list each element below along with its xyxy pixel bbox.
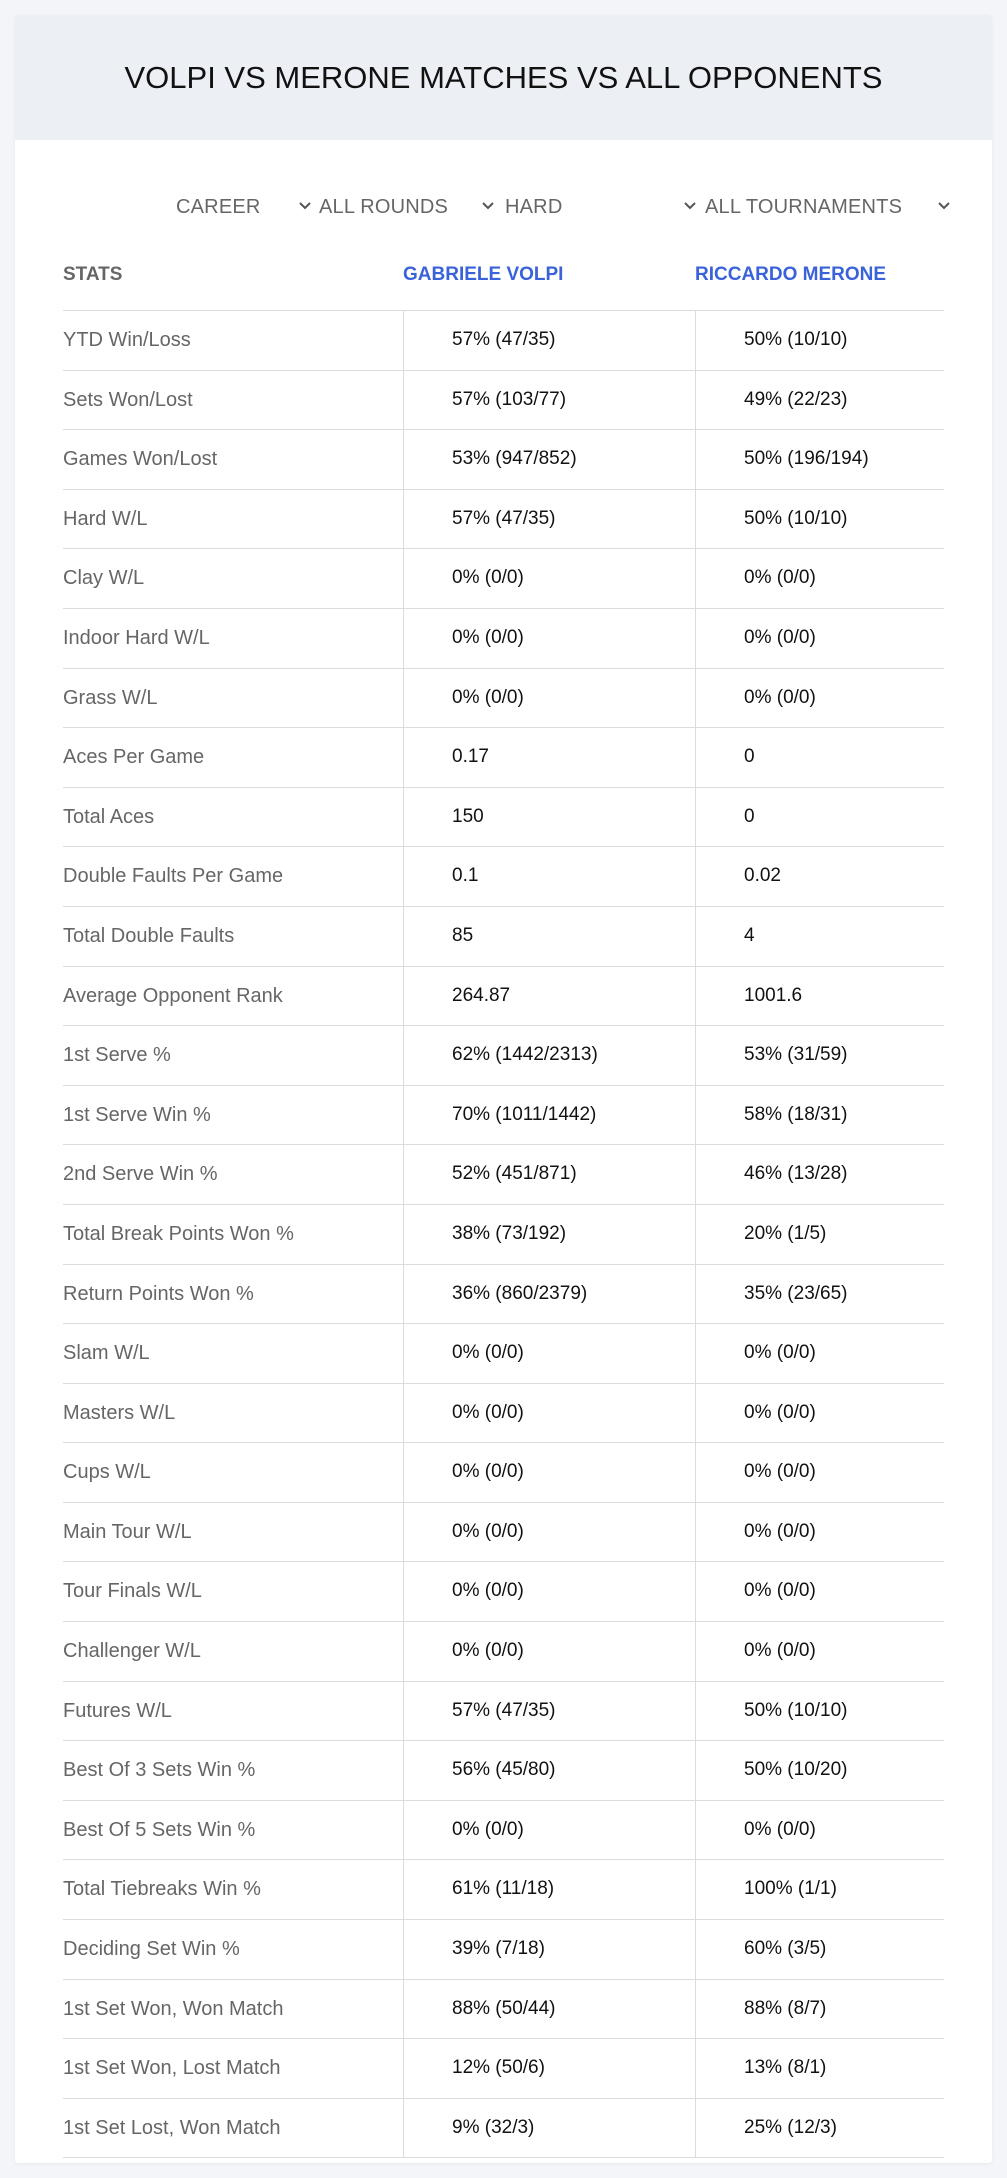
player2-value: 0% (0/0) (744, 1461, 816, 1483)
stat-label: Tour Finals W/L (63, 1580, 202, 1603)
player1-value: 38% (73/192) (452, 1222, 567, 1244)
stat-label: Grass W/L (63, 686, 158, 709)
player2-value: 35% (23/65) (744, 1282, 848, 1304)
stat-label: Aces Per Game (63, 746, 205, 769)
table-row (63, 1265, 944, 1325)
player2-value: 0% (0/0) (744, 1342, 816, 1364)
player1-value: 56% (45/80) (452, 1759, 556, 1781)
player2-value: 50% (196/194) (744, 448, 869, 470)
table-row (63, 669, 944, 729)
player1-value: 85 (452, 924, 474, 946)
stat-label: Games Won/Lost (63, 448, 218, 471)
player1-link[interactable]: GABRIELE VOLPI (403, 264, 564, 285)
stat-label: Best Of 3 Sets Win % (63, 1759, 256, 1782)
player2-value: 0% (0/0) (744, 1520, 816, 1542)
chevron-down-icon (683, 199, 697, 213)
player1-value: 57% (47/35) (452, 507, 556, 529)
stat-label: Total Break Points Won % (63, 1222, 294, 1245)
stat-label: Indoor Hard W/L (63, 626, 210, 649)
player1-value: 0% (0/0) (452, 1520, 524, 1542)
round-select[interactable] (319, 187, 499, 227)
player2-value: 49% (22/23) (744, 388, 848, 410)
table-row (63, 371, 944, 431)
player2-value: 46% (13/28) (744, 1163, 848, 1185)
period-select[interactable] (176, 187, 312, 227)
chevron-down-icon (298, 199, 312, 213)
table-row (63, 788, 944, 848)
player1-value: 264.87 (452, 984, 511, 1006)
table-row (63, 1503, 944, 1563)
player2-value: 0% (0/0) (744, 686, 816, 708)
player2-value: 50% (10/10) (744, 507, 848, 529)
stat-label: Total Double Faults (63, 924, 235, 947)
stats-column-header: STATS (63, 264, 123, 285)
player1-value: 0% (0/0) (452, 1580, 524, 1602)
table-row (63, 430, 944, 490)
stat-label: Cups W/L (63, 1461, 151, 1484)
player2-value: 100% (1/1) (744, 1878, 837, 1900)
player1-value: 39% (7/18) (452, 1938, 545, 1960)
player1-value: 0% (0/0) (452, 1401, 524, 1423)
stat-label: Clay W/L (63, 567, 145, 590)
player1-value: 62% (1442/2313) (452, 1044, 598, 1066)
stat-label: 1st Set Won, Lost Match (63, 2057, 281, 2080)
player2-value: 1001.6 (744, 984, 803, 1006)
stat-label: Best Of 5 Sets Win % (63, 1818, 256, 1841)
period-select-value: CAREER (176, 195, 261, 218)
table-row (63, 1562, 944, 1622)
player2-value: 50% (10/10) (744, 1699, 848, 1721)
table-row (63, 967, 944, 1027)
player2-value: 50% (10/20) (744, 1759, 848, 1781)
stat-label: Total Aces (63, 805, 155, 828)
table-row (63, 1860, 944, 1920)
player2-value: 60% (3/5) (744, 1938, 827, 1960)
player2-value: 4 (744, 924, 755, 946)
table-row (63, 1980, 944, 2040)
stat-label: Hard W/L (63, 507, 148, 530)
stat-label: 1st Set Lost, Won Match (63, 2116, 281, 2139)
table-row (63, 1622, 944, 1682)
player2-value: 20% (1/5) (744, 1222, 827, 1244)
player1-value: 88% (50/44) (452, 1997, 556, 2019)
player2-value: 0% (0/0) (744, 1640, 816, 1662)
column-divider (695, 310, 696, 2157)
player1-value: 12% (50/6) (452, 2057, 545, 2079)
stat-label: Average Opponent Rank (63, 984, 283, 1007)
table-row (63, 2099, 944, 2159)
player2-value: 50% (10/10) (744, 329, 848, 350)
player1-value: 0.17 (452, 746, 489, 768)
table-row (63, 311, 944, 371)
chevron-down-icon (481, 199, 495, 213)
player2-value: 0% (0/0) (744, 567, 816, 589)
table-body (63, 311, 944, 2158)
player1-value: 0% (0/0) (452, 1818, 524, 1840)
player2-value: 58% (18/31) (744, 1103, 848, 1125)
table-row (63, 1801, 944, 1861)
table-row (63, 1324, 944, 1384)
player1-value: 57% (47/35) (452, 329, 556, 350)
stats-card (15, 15, 992, 2163)
table-row (63, 549, 944, 609)
table-row (63, 1086, 944, 1146)
stat-label: Masters W/L (63, 1401, 176, 1424)
table-row (63, 1384, 944, 1444)
table-header (63, 250, 944, 311)
table-row (63, 907, 944, 967)
stat-label: Return Points Won % (63, 1282, 254, 1305)
player2-value: 88% (8/7) (744, 1997, 827, 2019)
player1-value: 57% (47/35) (452, 1699, 556, 1721)
player1-value: 9% (32/3) (452, 2116, 535, 2138)
stat-label: 1st Serve % (63, 1044, 171, 1067)
table-row (63, 490, 944, 550)
stat-label: Main Tour W/L (63, 1520, 192, 1543)
table-row (63, 2039, 944, 2099)
player2-value: 0% (0/0) (744, 1818, 816, 1840)
stat-label: 2nd Serve Win % (63, 1163, 218, 1186)
page-header (15, 15, 992, 140)
table-row (63, 1920, 944, 1980)
filter-bar (15, 187, 992, 227)
table-row (63, 1443, 944, 1503)
stat-label: Challenger W/L (63, 1640, 201, 1663)
player1-value: 36% (860/2379) (452, 1282, 588, 1304)
round-select-value: ALL ROUNDS (319, 195, 449, 218)
player1-value: 70% (1011/1442) (452, 1103, 597, 1125)
stats-table (63, 250, 944, 2158)
table-row (63, 1682, 944, 1742)
player2-value: 13% (8/1) (744, 2057, 827, 2079)
player1-value: 0% (0/0) (452, 567, 524, 589)
column-divider (403, 310, 404, 2157)
surface-select-value: HARD (505, 195, 563, 218)
player2-value: 53% (31/59) (744, 1044, 848, 1066)
player2-value: 0 (744, 746, 755, 768)
stat-label: Futures W/L (63, 1699, 172, 1722)
player1-value: 57% (103/77) (452, 388, 567, 410)
stat-label: YTD Win/Loss (63, 329, 191, 351)
player1-value: 0% (0/0) (452, 626, 524, 648)
tournament-select-value: ALL TOURNAMENTS (705, 195, 903, 218)
table-row (63, 609, 944, 669)
tournament-select[interactable] (705, 187, 955, 227)
stat-label: Deciding Set Win % (63, 1938, 240, 1961)
player1-value: 0% (0/0) (452, 1342, 524, 1364)
player2-value: 25% (12/3) (744, 2116, 837, 2138)
player1-value: 0% (0/0) (452, 1640, 524, 1662)
player1-value: 0% (0/0) (452, 686, 524, 708)
stat-label: Double Faults Per Game (63, 865, 284, 888)
player2-value: 0.02 (744, 865, 781, 887)
player2-value: 0% (0/0) (744, 1401, 816, 1423)
player1-value: 53% (947/852) (452, 448, 577, 470)
player1-value: 0.1 (452, 865, 479, 887)
page-title: VOLPI VS MERONE MATCHES VS ALL OPPONENTS (124, 59, 883, 95)
player1-value: 52% (451/871) (452, 1163, 577, 1185)
player1-value: 0% (0/0) (452, 1461, 524, 1483)
player2-link[interactable]: RICCARDO MERONE (695, 264, 887, 285)
stat-label: 1st Set Won, Won Match (63, 1997, 284, 2020)
table-row (63, 1026, 944, 1086)
table-row (63, 728, 944, 788)
player2-value: 0% (0/0) (744, 626, 816, 648)
table-row (63, 1145, 944, 1205)
player1-value: 61% (11/18) (452, 1878, 555, 1900)
player2-value: 0% (0/0) (744, 1580, 816, 1602)
player2-value: 0 (744, 805, 755, 827)
chevron-down-icon (937, 199, 951, 213)
player1-value: 150 (452, 805, 484, 827)
stat-label: Sets Won/Lost (63, 388, 193, 411)
table-row (63, 1741, 944, 1801)
table-row (63, 847, 944, 907)
stat-label: 1st Serve Win % (63, 1103, 211, 1126)
surface-select[interactable] (505, 187, 701, 227)
stat-label: Slam W/L (63, 1342, 150, 1365)
stat-label: Total Tiebreaks Win % (63, 1878, 261, 1901)
table-row (63, 1205, 944, 1265)
